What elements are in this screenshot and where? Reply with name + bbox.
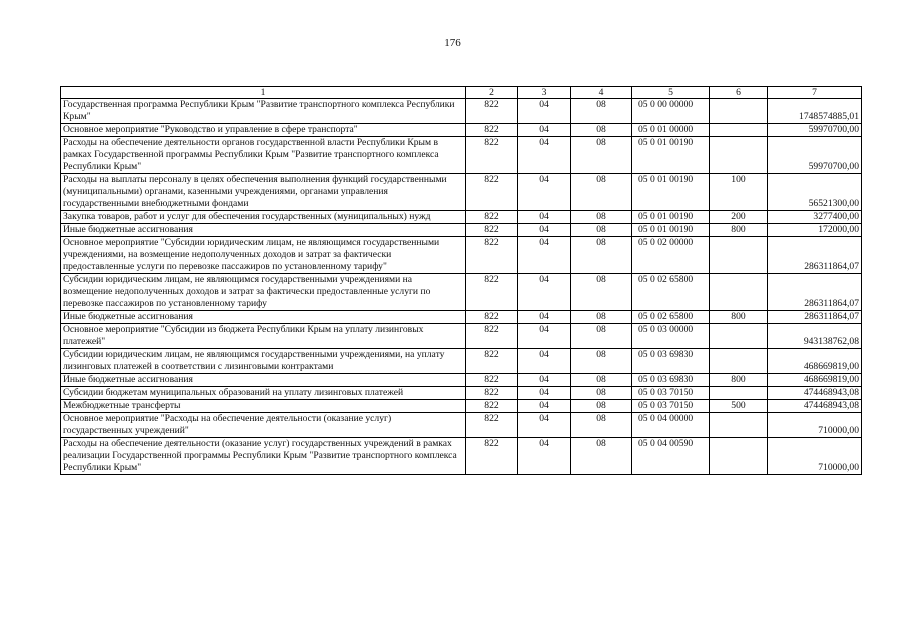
row-name-cell: Государственная программа Республики Крым "Развитие транспортного комплекса Республики Крым" bbox=[61, 99, 466, 124]
target-article-cell: 05 0 04 00590 bbox=[632, 438, 710, 475]
amount-cell: 474468943,08 bbox=[768, 400, 862, 413]
row-name-cell: Иные бюджетные ассигнования bbox=[61, 224, 466, 237]
amount-cell: 468669819,00 bbox=[768, 349, 862, 374]
target-article-cell: 05 0 01 00190 bbox=[632, 137, 710, 174]
header-cell: 7 bbox=[768, 87, 862, 99]
table-row bbox=[61, 174, 862, 211]
subsection-code-cell: 08 bbox=[571, 174, 632, 211]
row-name-cell: Иные бюджетные ассигнования bbox=[61, 374, 466, 387]
table-row bbox=[61, 349, 862, 374]
subsection-code-cell: 08 bbox=[571, 438, 632, 475]
target-article-cell: 05 0 02 65800 bbox=[632, 311, 710, 324]
expense-type-cell: 800 bbox=[710, 374, 768, 387]
section-code-cell: 04 bbox=[518, 124, 571, 137]
budget-table bbox=[60, 86, 862, 475]
row-name-cell: Межбюджетные трансферты bbox=[61, 400, 466, 413]
amount-cell: 56521300,00 bbox=[768, 174, 862, 211]
table-row bbox=[61, 400, 862, 413]
section-code-cell: 04 bbox=[518, 438, 571, 475]
grbs-code-cell: 822 bbox=[466, 438, 518, 475]
amount-cell: 286311864,07 bbox=[768, 237, 862, 274]
amount-cell: 710000,00 bbox=[768, 413, 862, 438]
target-article-cell: 05 0 02 00000 bbox=[632, 237, 710, 274]
header-cell: 2 bbox=[466, 87, 518, 99]
target-article-cell: 05 0 02 65800 bbox=[632, 274, 710, 311]
amount-cell: 286311864,07 bbox=[768, 274, 862, 311]
grbs-code-cell: 822 bbox=[466, 224, 518, 237]
grbs-code-cell: 822 bbox=[466, 324, 518, 349]
amount-cell: 1748574885,01 bbox=[768, 99, 862, 124]
target-article-cell: 05 0 03 69830 bbox=[632, 374, 710, 387]
row-name-cell: Основное мероприятие "Субсидии из бюджета Республики Крым на уплату лизинговых платежей" bbox=[61, 324, 466, 349]
section-code-cell: 04 bbox=[518, 99, 571, 124]
target-article-cell: 05 0 01 00190 bbox=[632, 211, 710, 224]
grbs-code-cell: 822 bbox=[466, 374, 518, 387]
expense-type-cell bbox=[710, 237, 768, 274]
subsection-code-cell: 08 bbox=[571, 224, 632, 237]
subsection-code-cell: 08 bbox=[571, 274, 632, 311]
grbs-code-cell: 822 bbox=[466, 387, 518, 400]
expense-type-cell bbox=[710, 124, 768, 137]
expense-type-cell: 200 bbox=[710, 211, 768, 224]
header-cell: 1 bbox=[61, 87, 466, 99]
header-cell: 6 bbox=[710, 87, 768, 99]
subsection-code-cell: 08 bbox=[571, 349, 632, 374]
subsection-code-cell: 08 bbox=[571, 237, 632, 274]
table-row bbox=[61, 387, 862, 400]
grbs-code-cell: 822 bbox=[466, 211, 518, 224]
subsection-code-cell: 08 bbox=[571, 137, 632, 174]
row-name-cell: Субсидии юридическим лицам, не являющимся государственными учреждениями, на уплату лизинговых платежей в соответствии с лизинговыми контрактами bbox=[61, 349, 466, 374]
table-row bbox=[61, 438, 862, 475]
expense-type-cell: 100 bbox=[710, 174, 768, 211]
subsection-code-cell: 08 bbox=[571, 211, 632, 224]
amount-cell: 172000,00 bbox=[768, 224, 862, 237]
expense-type-cell bbox=[710, 137, 768, 174]
subsection-code-cell: 08 bbox=[571, 400, 632, 413]
section-code-cell: 04 bbox=[518, 137, 571, 174]
section-code-cell: 04 bbox=[518, 211, 571, 224]
table-row bbox=[61, 274, 862, 311]
row-name-cell: Расходы на обеспечение деятельности органов государственной власти Республики Крым в рамках Государственной программы Республики Крым "Развитие транспортного комплекса Республики Крым" bbox=[61, 137, 466, 174]
header-cell: 3 bbox=[518, 87, 571, 99]
table-header-row bbox=[61, 87, 862, 99]
table-row bbox=[61, 413, 862, 438]
row-name-cell: Расходы на обеспечение деятельности (оказание услуг) государственных учреждений в рамках реализации Государственной программы Республики Крым "Развитие транспортного комплекса Республики Крым" bbox=[61, 438, 466, 475]
amount-cell: 468669819,00 bbox=[768, 374, 862, 387]
grbs-code-cell: 822 bbox=[466, 174, 518, 211]
subsection-code-cell: 08 bbox=[571, 324, 632, 349]
table-row bbox=[61, 237, 862, 274]
section-code-cell: 04 bbox=[518, 224, 571, 237]
section-code-cell: 04 bbox=[518, 387, 571, 400]
table-row bbox=[61, 137, 862, 174]
expense-type-cell: 800 bbox=[710, 224, 768, 237]
amount-cell: 59970700,00 bbox=[768, 137, 862, 174]
target-article-cell: 05 0 03 00000 bbox=[632, 324, 710, 349]
amount-cell: 474468943,08 bbox=[768, 387, 862, 400]
target-article-cell: 05 0 03 70150 bbox=[632, 400, 710, 413]
row-name-cell: Основное мероприятие "Субсидии юридическим лицам, не являющимся государственными учреждениями, на возмещение недополученных доходов и затрат за фактически предоставленные услуги по перевозке пассажиров по установленному тарифу" bbox=[61, 237, 466, 274]
amount-cell: 3277400,00 bbox=[768, 211, 862, 224]
page-number: 176 bbox=[444, 37, 461, 49]
expense-type-cell: 500 bbox=[710, 400, 768, 413]
target-article-cell: 05 0 03 70150 bbox=[632, 387, 710, 400]
row-name-cell: Субсидии юридическим лицам, не являющимся государственными учреждениями на возмещение недополученных доходов и затрат за фактически предоставленные услуги по перевозке пассажиров по установленному тарифу bbox=[61, 274, 466, 311]
section-code-cell: 04 bbox=[518, 413, 571, 438]
amount-cell: 943138762,08 bbox=[768, 324, 862, 349]
subsection-code-cell: 08 bbox=[571, 387, 632, 400]
header-cell: 4 bbox=[571, 87, 632, 99]
section-code-cell: 04 bbox=[518, 324, 571, 349]
row-name-cell: Субсидии бюджетам муниципальных образований на уплату лизинговых платежей bbox=[61, 387, 466, 400]
grbs-code-cell: 822 bbox=[466, 400, 518, 413]
grbs-code-cell: 822 bbox=[466, 413, 518, 438]
section-code-cell: 04 bbox=[518, 237, 571, 274]
table-row bbox=[61, 124, 862, 137]
grbs-code-cell: 822 bbox=[466, 237, 518, 274]
section-code-cell: 04 bbox=[518, 374, 571, 387]
section-code-cell: 04 bbox=[518, 311, 571, 324]
amount-cell: 286311864,07 bbox=[768, 311, 862, 324]
subsection-code-cell: 08 bbox=[571, 99, 632, 124]
expense-type-cell bbox=[710, 99, 768, 124]
target-article-cell: 05 0 01 00190 bbox=[632, 174, 710, 211]
row-name-cell: Расходы на выплаты персоналу в целях обеспечения выполнения функций государственными (муниципальными) органами, казенными учреждениями, органами управления государственными внебюджетными фондами bbox=[61, 174, 466, 211]
expense-type-cell bbox=[710, 413, 768, 438]
expense-type-cell bbox=[710, 324, 768, 349]
table-row bbox=[61, 211, 862, 224]
row-name-cell: Основное мероприятие "Руководство и управление в сфере транспорта" bbox=[61, 124, 466, 137]
table-row bbox=[61, 374, 862, 387]
table-row bbox=[61, 324, 862, 349]
row-name-cell: Иные бюджетные ассигнования bbox=[61, 311, 466, 324]
header-cell: 5 bbox=[632, 87, 710, 99]
grbs-code-cell: 822 bbox=[466, 274, 518, 311]
section-code-cell: 04 bbox=[518, 174, 571, 211]
section-code-cell: 04 bbox=[518, 274, 571, 311]
subsection-code-cell: 08 bbox=[571, 413, 632, 438]
target-article-cell: 05 0 00 00000 bbox=[632, 99, 710, 124]
table-row bbox=[61, 99, 862, 124]
section-code-cell: 04 bbox=[518, 400, 571, 413]
expense-type-cell bbox=[710, 349, 768, 374]
amount-cell: 59970700,00 bbox=[768, 124, 862, 137]
grbs-code-cell: 822 bbox=[466, 349, 518, 374]
expense-type-cell: 800 bbox=[710, 311, 768, 324]
table-row bbox=[61, 311, 862, 324]
row-name-cell: Основное мероприятие "Расходы на обеспечение деятельности (оказание услуг) государственных учреждений" bbox=[61, 413, 466, 438]
expense-type-cell bbox=[710, 438, 768, 475]
amount-cell: 710000,00 bbox=[768, 438, 862, 475]
subsection-code-cell: 08 bbox=[571, 374, 632, 387]
section-code-cell: 04 bbox=[518, 349, 571, 374]
row-name-cell: Закупка товаров, работ и услуг для обеспечения государственных (муниципальных) нужд bbox=[61, 211, 466, 224]
target-article-cell: 05 0 01 00190 bbox=[632, 224, 710, 237]
expense-type-cell bbox=[710, 274, 768, 311]
subsection-code-cell: 08 bbox=[571, 124, 632, 137]
target-article-cell: 05 0 01 00000 bbox=[632, 124, 710, 137]
table-row bbox=[61, 224, 862, 237]
target-article-cell: 05 0 03 69830 bbox=[632, 349, 710, 374]
expense-type-cell bbox=[710, 387, 768, 400]
grbs-code-cell: 822 bbox=[466, 311, 518, 324]
target-article-cell: 05 0 04 00000 bbox=[632, 413, 710, 438]
grbs-code-cell: 822 bbox=[466, 137, 518, 174]
grbs-code-cell: 822 bbox=[466, 124, 518, 137]
grbs-code-cell: 822 bbox=[466, 99, 518, 124]
subsection-code-cell: 08 bbox=[571, 311, 632, 324]
